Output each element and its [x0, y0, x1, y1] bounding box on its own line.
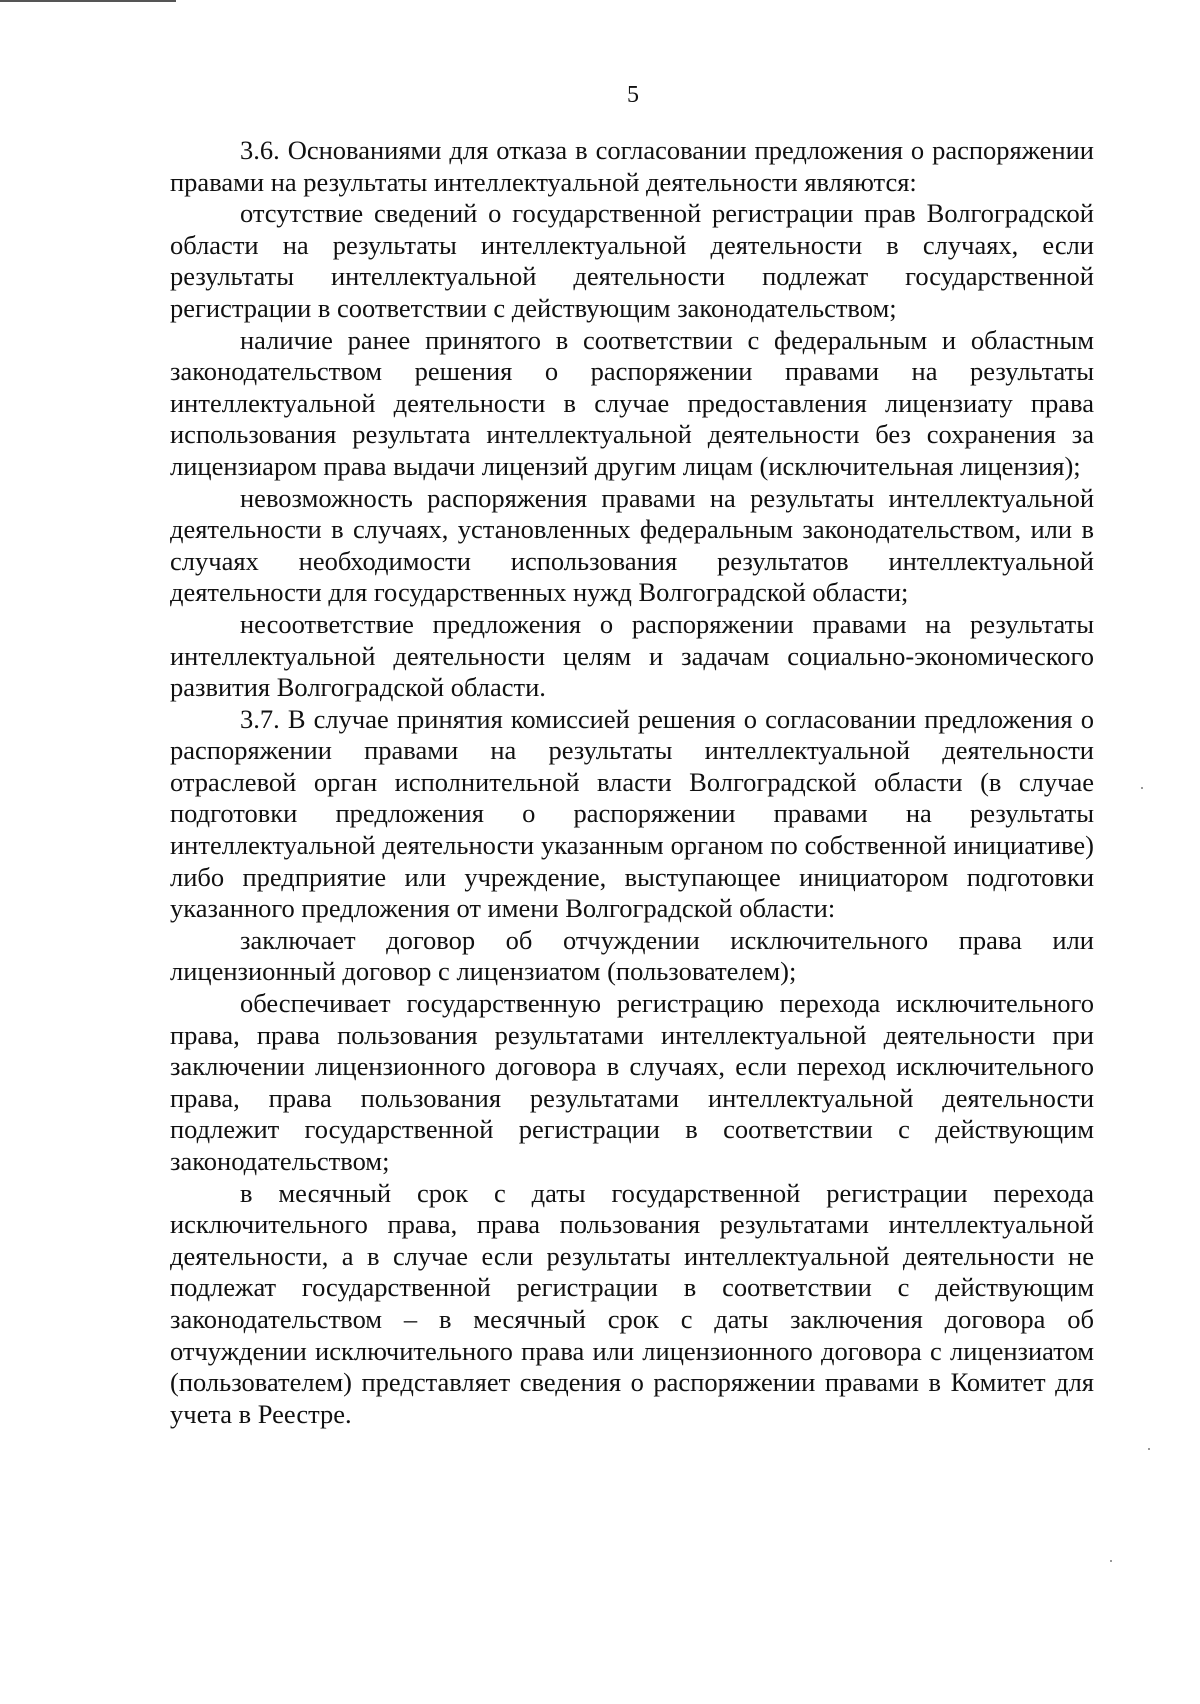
paragraph-no-registration: отсутствие сведений о государственной регистрации прав Волгоградской области на результаты интеллектуальной деятельности в случаях, если результаты интеллектуальной деятельности подлежат государственной регистрации в соответствии с действующим законодательством;: [170, 198, 1094, 323]
scan-speck: [1110, 1560, 1112, 1562]
scan-speck: [1148, 1448, 1150, 1450]
scan-speck: [1141, 787, 1143, 789]
paragraph-impossibility: невозможность распоряжения правами на результаты интеллектуальной деятельности в случаях, установленных федеральным законодательством, или в случаях необходимости использования результатов интеллектуальной деятельности для государственных нужд Волгоградской области;: [170, 482, 1094, 608]
paragraph-3-6: 3.6. Основаниями для отказа в согласовании предложения о распоряжении правами на результаты интеллектуальной деятельности являются:: [170, 135, 1094, 197]
document-body: [170, 135, 1094, 1430]
paragraph-prior-decision: наличие ранее принятого в соответствии с федеральным и областным законодательством решения о распоряжении правами на результаты интеллектуальной деятельности в случае предоставления лицензиату права использования результата интеллектуальной деятельности без сохранения за лицензиаром права выдачи лицензий другим лицам (исключительная лицензия);: [170, 324, 1094, 481]
paragraph-3-7: 3.7. В случае принятия комиссией решения о согласовании предложения о распоряжении правами на результаты интеллектуальной деятельности отраслевой орган исполнительной власти Волгоградской области (в случае подготовки предложения о распоряжении правами на результаты интеллектуальной деятельности указанным органом по собственной инициативе) либо предприятие или учреждение, выступающее инициатором подготовки указанного предложения от имени Волгоградской области:: [170, 703, 1094, 924]
scan-edge-line: [0, 0, 176, 2]
paragraph-monthly-term: в месячный срок с даты государственной регистрации перехода исключительного права, права пользования результатами интеллектуальной деятельности, а в случае если результаты интеллектуальной деятельности не подлежат государственной регистрации в соответствии с действующим законодательством – в месячный срок с даты заключения договора об отчуждении исключительного права или лицензионного договора с лицензиатом (пользователем) представляет сведения о распоряжении правами в Комитет для учета в Реестре.: [170, 1177, 1094, 1429]
page-number: 5: [627, 82, 639, 108]
paragraph-ensures-registration: обеспечивает государственную регистрацию перехода исключительного права, права пользования результатами интеллектуальной деятельности при заключении лицензионного договора в случаях, если переход исключительного права, права пользования результатами интеллектуальной деятельности подлежит государственной регистрации в соответствии с действующим законодательством;: [170, 988, 1094, 1176]
paragraph-concludes-contract: заключает договор об отчуждении исключительного права или лицензионный договор с лицензиатом (пользователем);: [170, 924, 1094, 987]
paragraph-nonconformity: несоответствие предложения о распоряжении правами на результаты интеллектуальной деятельности целям и задачам социально-экономического развития Волгоградской области.: [170, 608, 1094, 703]
